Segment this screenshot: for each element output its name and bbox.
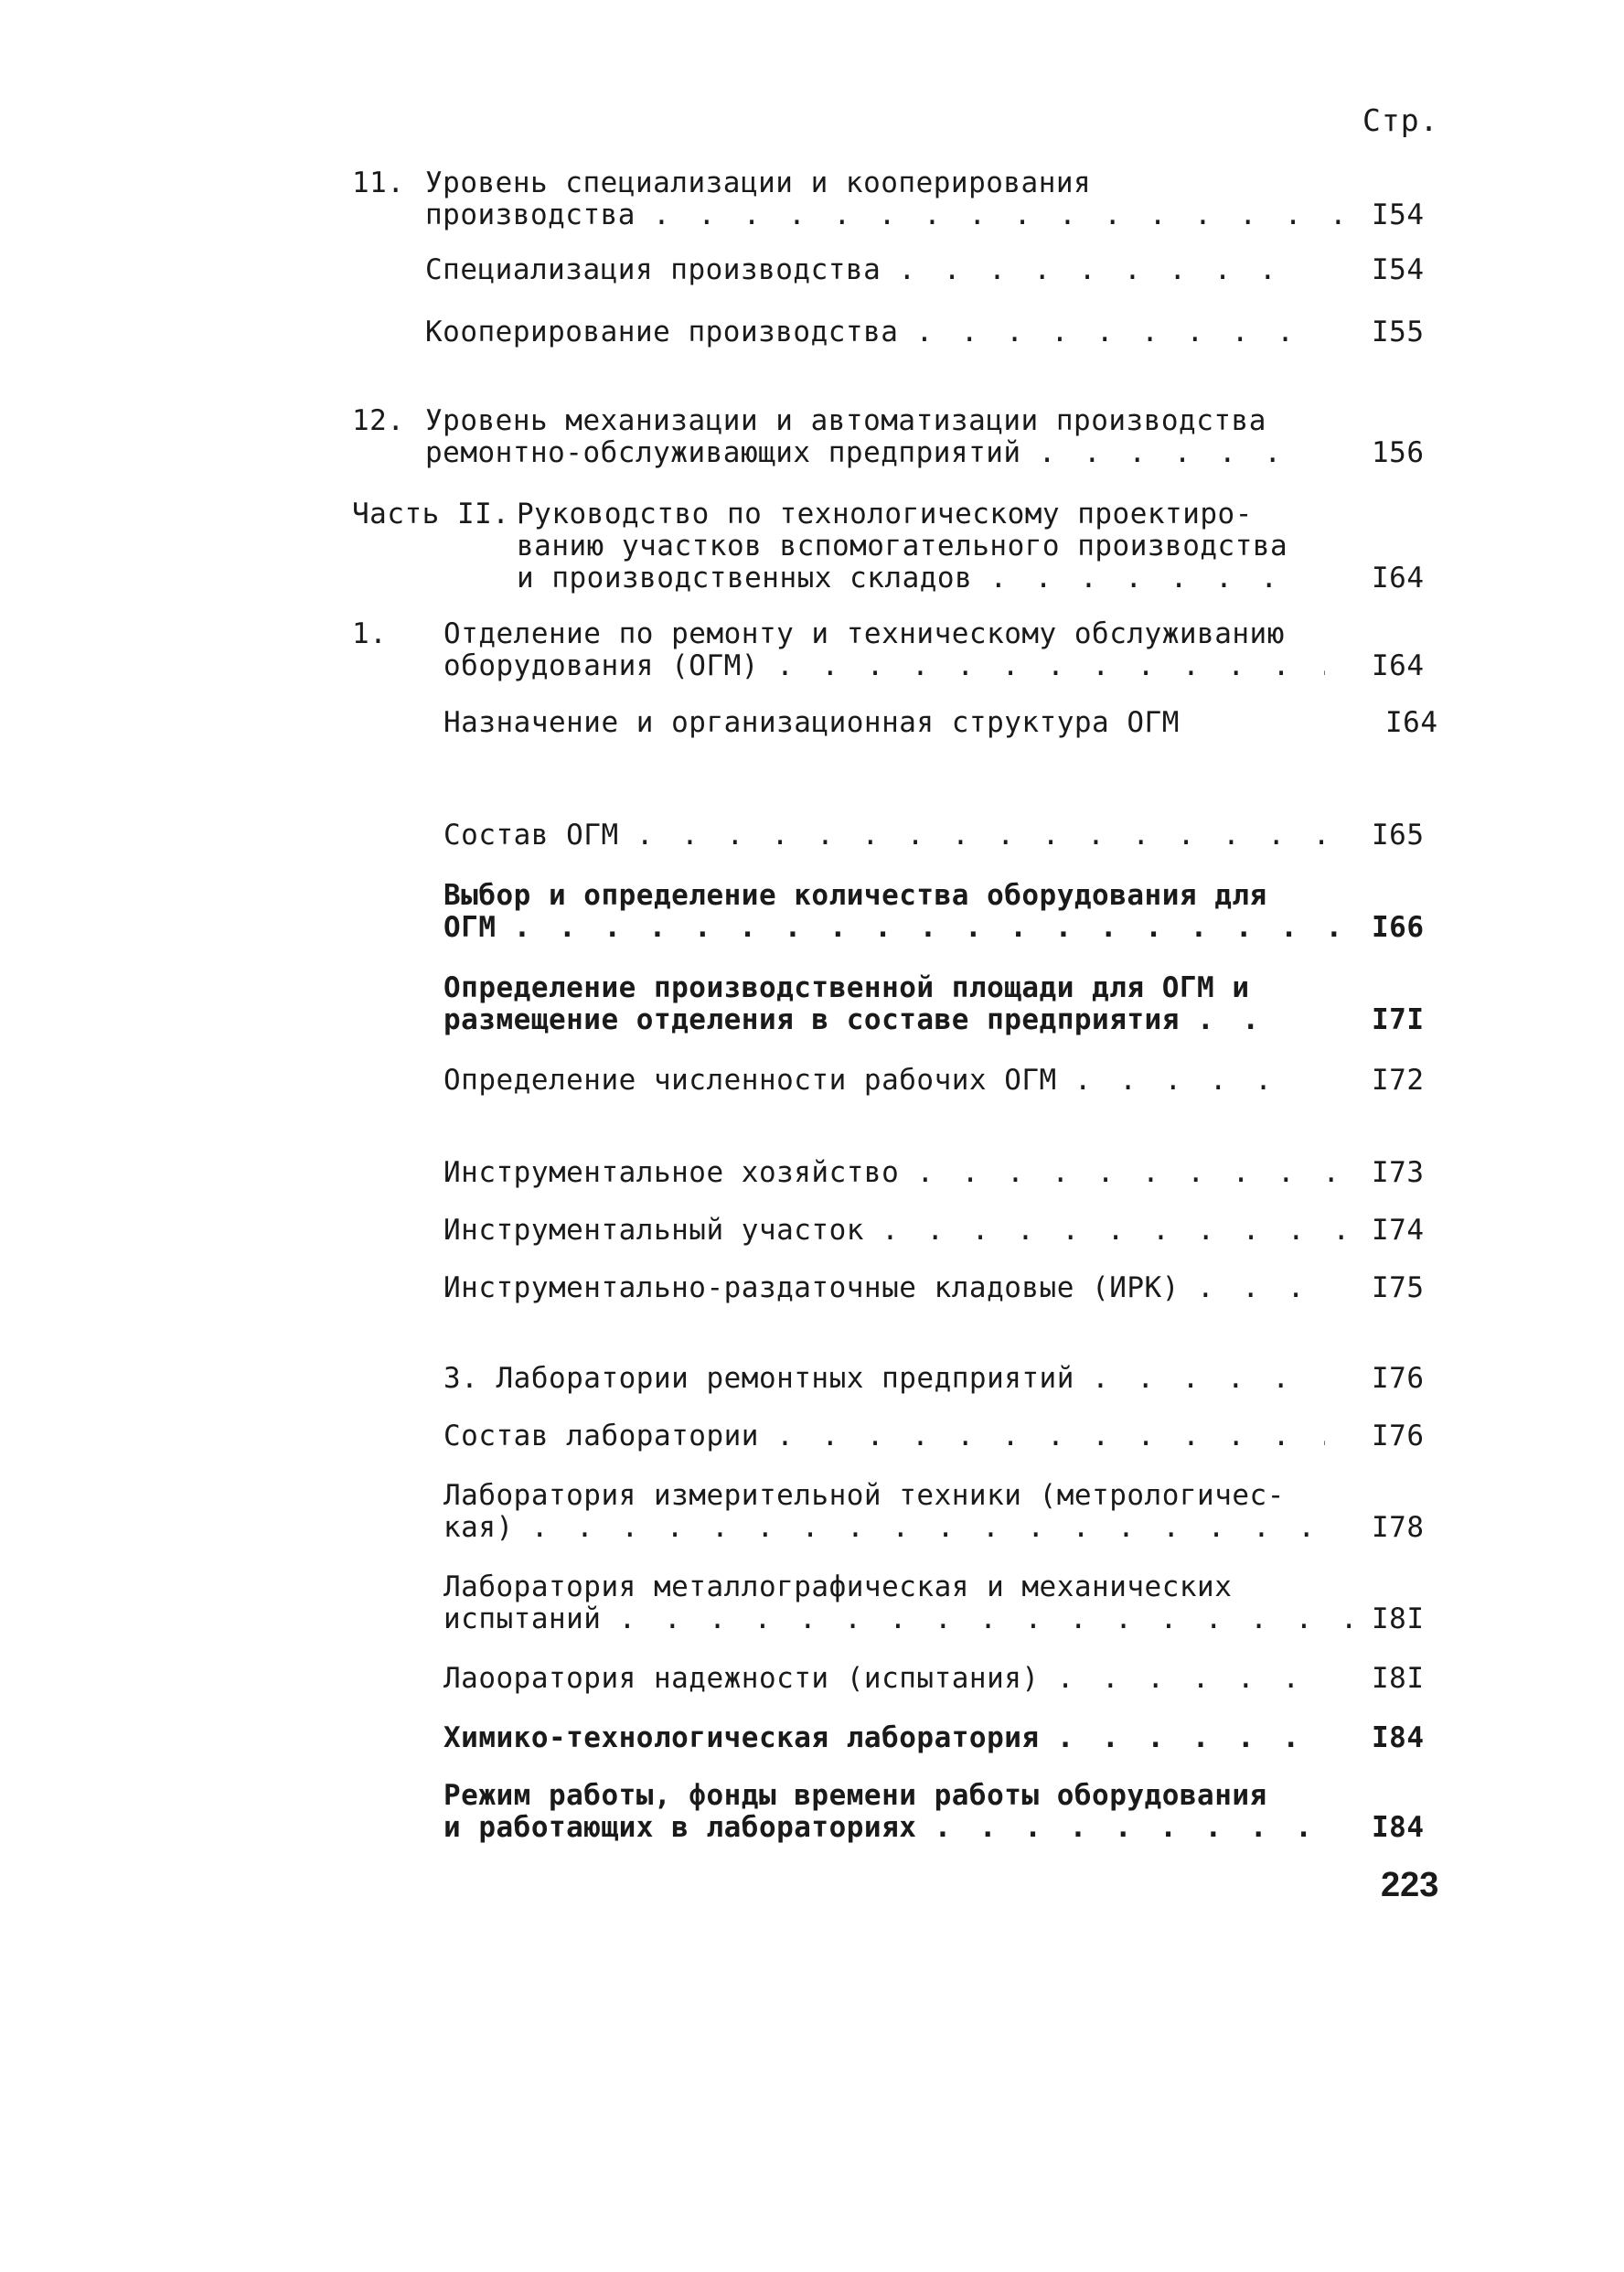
entry-title-line: Отделение по ремонту и техническому обслуживанию: [443, 617, 1285, 650]
entry-title-text: 3. Лаборатории ремонтных предприятий: [443, 1362, 1074, 1395]
entry-page: I74: [1372, 1214, 1425, 1247]
entry-title: [443, 1571, 1351, 1635]
entry-title-text: Химико-технологическая лаборатория: [443, 1721, 1040, 1754]
entry-page: I73: [1372, 1156, 1425, 1189]
entry-page: I76: [1372, 1420, 1425, 1452]
entry-page: I64: [1372, 562, 1425, 595]
entry-page: 156: [1372, 436, 1425, 469]
entry-page: I72: [1372, 1064, 1425, 1097]
entry-title-text: Состав лаборатории: [443, 1420, 759, 1452]
entry-title-line: [443, 1420, 1325, 1452]
entry-page: I65: [1372, 819, 1425, 852]
entry-page: I75: [1372, 1271, 1425, 1304]
leader-dots: [916, 1157, 1346, 1189]
entry-page: I54: [1372, 253, 1425, 286]
leader-dots: [653, 199, 1375, 231]
leader-dots: [935, 1812, 1337, 1844]
leader-dots: [619, 1603, 1351, 1635]
entry-title-text: размещение отделения в составе предприятия: [443, 1003, 1180, 1036]
entry-title: [443, 972, 1288, 1036]
entry-title-text: Лаооратория надежности (испытания): [443, 1662, 1040, 1695]
leader-dots: [514, 912, 1337, 944]
leader-dots: [776, 650, 1325, 682]
entry-title-line: [425, 254, 1300, 286]
entry-title-line: Уровень специализации и кооперирования: [425, 166, 1092, 199]
entry-title: [443, 1363, 1320, 1395]
entry-title-line: Руководство по технологическому проектиро-: [517, 498, 1253, 530]
entry-title: [517, 498, 1287, 595]
entry-title-text: Определение численности рабочих ОГМ: [443, 1064, 1057, 1097]
entry-title-line: [443, 1812, 1337, 1844]
entry-title-text: ремонтно-обслуживающих предприятий: [425, 436, 1021, 469]
entry-title-line: Лаборатория металлографическая и механических: [443, 1570, 1233, 1603]
entry-title: [443, 1272, 1325, 1304]
entry-title-line: [443, 1512, 1345, 1544]
entry-title: [443, 707, 1180, 739]
entry-title-line: Уровень механизации и автоматизации производства: [425, 404, 1266, 437]
entry-page: I55: [1372, 316, 1425, 348]
leader-dots: [776, 1420, 1325, 1452]
entry-title-line: [443, 1157, 1346, 1189]
entry-title-line: [425, 316, 1309, 348]
entry-title: [443, 1065, 1303, 1097]
entry-title: [425, 316, 1309, 348]
leader-dots: [1057, 1663, 1322, 1695]
entry-title: [443, 1420, 1325, 1452]
entry-number: Часть II.: [352, 498, 510, 530]
entry-title: [425, 254, 1300, 286]
entry-number: 12.: [352, 404, 405, 437]
leader-dots: [916, 316, 1309, 348]
entry-title-line: [425, 437, 1313, 469]
entry-title-line: [443, 1663, 1322, 1695]
entry-page: I8I: [1372, 1602, 1425, 1635]
entry-title-text: Инструментальное хозяйство: [443, 1156, 900, 1189]
page-column-header: Стр.: [1362, 102, 1439, 138]
entry-page: I78: [1372, 1511, 1425, 1544]
entry-title: [443, 1157, 1346, 1189]
entry-title: [443, 1722, 1304, 1754]
entry-title-text: и производственных складов: [517, 562, 973, 595]
entry-title-text: Состав ОГМ: [443, 819, 619, 852]
entry-title: [443, 1663, 1322, 1695]
entry-title-line: [443, 1004, 1288, 1036]
entry-title-text: оборудования (ОГМ): [443, 649, 759, 682]
entry-title-line: [443, 1603, 1351, 1635]
entry-number: 1.: [352, 617, 388, 650]
entry-title-line: [443, 1272, 1325, 1304]
entry-title: [443, 820, 1350, 852]
entry-title-line: [443, 820, 1350, 852]
entry-title-text: Кооперирование производства: [425, 316, 899, 348]
entry-page: I7I: [1372, 1003, 1425, 1036]
entry-title: [443, 880, 1337, 944]
entry-title-text: Специализация производства: [425, 253, 881, 286]
leader-dots: [881, 1215, 1357, 1247]
entry-title-text: Инструментальный участок: [443, 1214, 864, 1247]
entry-title-line: ванию участков вспомогательного производства: [517, 530, 1288, 563]
entry-title-line: Режим работы, фонды времени работы оборудования: [443, 1779, 1267, 1812]
leader-dots: [1092, 1363, 1320, 1395]
leader-dots: [531, 1512, 1345, 1544]
leader-dots: [1197, 1272, 1325, 1304]
leader-dots: [1197, 1004, 1288, 1036]
entry-title-line: [443, 1363, 1320, 1395]
leader-dots: [898, 254, 1300, 286]
entry-page: I84: [1372, 1811, 1425, 1844]
leader-dots: [636, 820, 1350, 852]
entry-title-line: [443, 912, 1337, 944]
entry-page: I64: [1385, 706, 1438, 739]
entry-page: I66: [1372, 911, 1425, 944]
entry-page: I8I: [1372, 1662, 1425, 1695]
entry-title-text: испытаний: [443, 1602, 602, 1635]
entry-title-line: [443, 1215, 1357, 1247]
leader-dots: [1057, 1722, 1304, 1754]
entry-title-line: [443, 1722, 1304, 1754]
entry-title: [443, 1480, 1345, 1544]
entry-title-line: Определение производственной площади для ОГМ и: [443, 971, 1250, 1004]
entry-title: [443, 1215, 1357, 1247]
leader-dots: [1039, 437, 1313, 469]
entry-number: 11.: [352, 166, 405, 199]
entry-title-line: [425, 199, 1375, 231]
entry-title-line: [517, 563, 1287, 595]
entry-title: [425, 167, 1375, 231]
entry-page: I76: [1372, 1362, 1425, 1395]
entry-title-line: [443, 650, 1325, 682]
entry-title-line: Лаборатория измерительной техники (метрологичес-: [443, 1479, 1285, 1512]
entry-title-line: [443, 1065, 1303, 1097]
entry-title-text: производства: [425, 198, 636, 231]
entry-page: I54: [1372, 198, 1425, 231]
leader-dots: [989, 563, 1273, 595]
page-number: 223: [1381, 1866, 1439, 1904]
entry-title-line: Выбор и определение количества оборудования для: [443, 879, 1267, 912]
entry-title: [443, 1780, 1337, 1844]
leader-dots: [1074, 1065, 1303, 1097]
entry-title: [443, 618, 1325, 682]
entry-title-text: и работающих в лабораториях: [443, 1811, 917, 1844]
entry-title: [425, 405, 1313, 469]
entry-title-text: Инструментально-раздаточные кладовые (ИРК): [443, 1271, 1180, 1304]
entry-title-line: Назначение и организационная структура ОГМ: [443, 706, 1180, 739]
entry-page: I64: [1372, 649, 1425, 682]
entry-title-text: кая): [443, 1511, 514, 1544]
entry-page: I84: [1372, 1721, 1425, 1754]
entry-title-text: ОГМ: [443, 911, 497, 944]
